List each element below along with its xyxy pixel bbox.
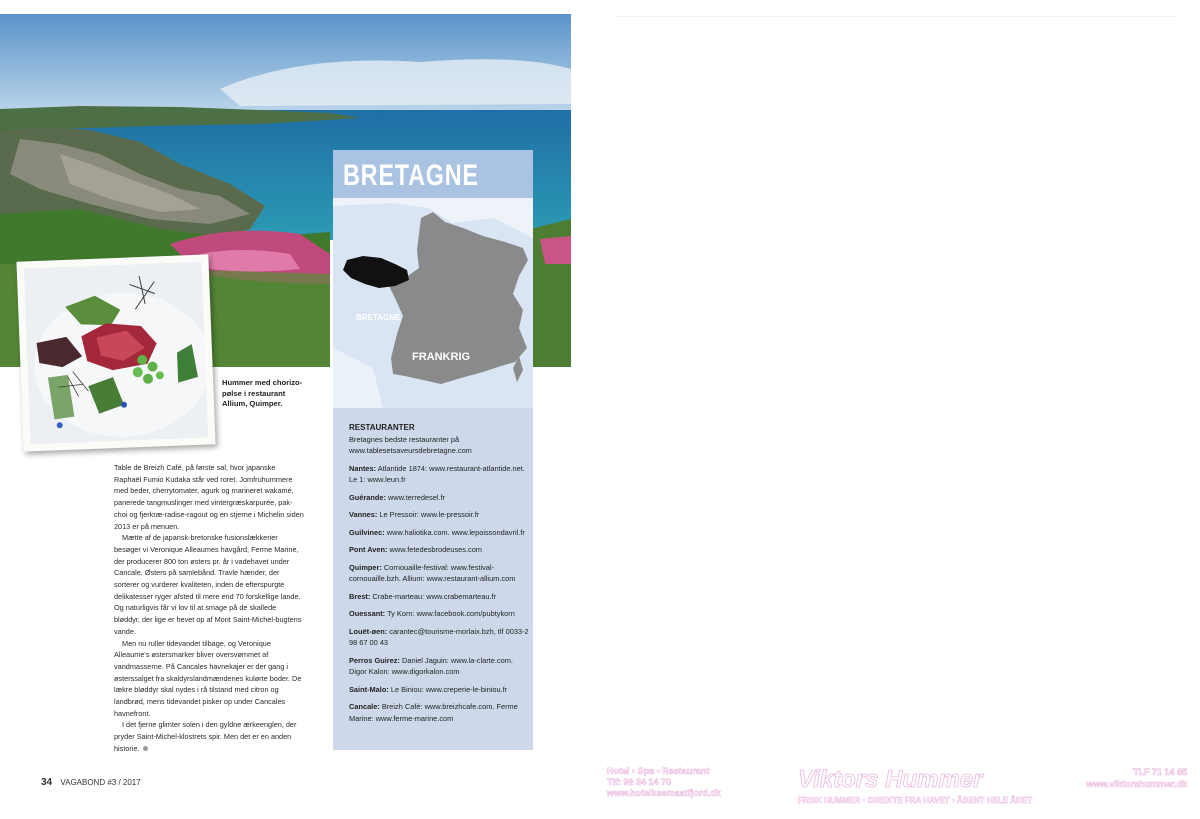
entry-text: Daniel Jaguin: www.la-clarte.com. Digor Kalon: www.digorkalon.com <box>349 655 513 676</box>
faint-ad-hotel <box>607 766 721 799</box>
entry-text: Atlantide 1874: www.restaurant-atlantide.net. Le 1: www.leun.fr <box>349 463 525 484</box>
bretagne-sidebar <box>333 150 533 750</box>
restaurant-entry <box>349 626 529 649</box>
entry-city: Cancale: <box>349 702 380 711</box>
ad-line: www.hotelkeemaatfjord.dk <box>607 788 721 798</box>
entry-text: Cornouaille-festival: www.festival-cornouaille.bzh. Allium: www.restaurant-allium.com <box>349 562 516 583</box>
photo-caption: Hummer med chorizo-pølse i restaurant Allium, Quimper. <box>222 378 303 408</box>
entry-city: Saint-Malo: <box>349 684 389 694</box>
entry-city: Perros Guirez: <box>349 655 400 665</box>
restaurant-list <box>349 422 529 724</box>
restaurant-entry <box>349 544 529 556</box>
entry-text: Breizh Café: www.breizhcafe.com. Ferme Marine: www.ferme-marine.com <box>349 702 518 723</box>
restaurant-entry <box>349 591 529 603</box>
map-region-label: BRETAGNE <box>356 313 401 322</box>
entry-city: Guérande: <box>349 492 386 502</box>
ad-line: TLF 71 14 85 <box>1132 767 1187 777</box>
map-country-label: FRANKRIG <box>412 351 471 363</box>
entry-text: Le Biniou: www.creperie-le-biniou.fr <box>390 684 508 694</box>
restaurant-entry <box>349 655 529 678</box>
entry-text: www.haliotika.com. www.lepoissondavril.fr <box>386 527 525 537</box>
restaurants-intro: Bretagnes bedste restauranter på www.tablesetsaveursdebretagne.com <box>349 434 472 455</box>
ad-line: www.viktorshummer.dk <box>1086 779 1187 789</box>
restaurant-entry <box>349 608 529 620</box>
ad-line: Hotel • Spa • Restaurant <box>607 766 710 776</box>
entry-text: carantec@tourisme-morlaix.bzh, tlf 0033-2 98 67 00 43 <box>349 626 529 647</box>
end-of-article-icon <box>143 746 148 751</box>
entry-text: www.fetedesbrodeuses.com <box>389 545 482 554</box>
france-map <box>333 198 533 408</box>
paragraph: Table de Breizh Café, på første sal, hvor japanske Raphaël Fumio Kudaka står ved roret. Jomfruhummere med beder, cherrytomater, agurk og marineret wakamé, panerede tangmuslinger med vintergræskarpurée, pak-choi og fjerkræ-radise-ragout og en stjerne i Michelin siden 2013 er på menuen. <box>114 463 304 531</box>
restaurant-entry <box>349 684 529 696</box>
paragraph <box>114 719 304 754</box>
paragraph: Mætte af de japansk-bretonske fusionslækkerier besøger vi Veronique Alleaumes havgård, Ferme Marine, der producerer 800 ton østers pr. år i vadehavet under Cancale. Østers på samlebånd. Travle hænder, der sorterer og vurderer kvaliteten, inden de efterspurgte delikatesser ryger afsted til mere end 70 forskellige lande. Og naturligvis får vi lov til at smage på de skallede bløddyr, der lige er hevet op af Mont Saint-Michel-bugtens vande. <box>114 533 302 636</box>
sidebar-title-bar <box>333 150 533 198</box>
entry-city: Brest: <box>349 591 371 601</box>
entry-city: Guilvinec: <box>349 527 385 537</box>
page-number: 34 <box>41 777 53 788</box>
entry-text: Crabe-marteau: www.crabemarteau.fr <box>372 591 497 601</box>
restaurant-entry <box>349 492 529 504</box>
restaurant-entry <box>349 463 529 486</box>
magazine-issue: VAGABOND #3 / 2017 <box>60 778 141 787</box>
faint-divider <box>618 16 1176 17</box>
ad-title: Viktors Hummer <box>798 766 983 793</box>
restaurant-entry <box>349 562 529 585</box>
ad-subtitle: FRISK HUMMER • DIREKTE FRA HAVET • ÅBENT HELE ÅRET <box>798 796 1033 805</box>
faint-ad-contact <box>1052 766 1187 790</box>
restaurant-entry <box>349 701 529 724</box>
restaurants-heading: RESTAURANTER <box>349 423 415 432</box>
entry-text: Le Pressoir: www.le-pressoir.fr <box>379 510 480 519</box>
sidebar-title: BRETAGNE <box>343 159 479 192</box>
entry-city: Ouessant: <box>349 609 386 618</box>
entry-city: Pont Aven: <box>349 545 388 554</box>
food-inset-photo <box>16 254 215 451</box>
entry-text: www.terredesel.fr <box>388 492 446 502</box>
restaurant-entry <box>349 527 529 539</box>
entry-city: Vannes: <box>349 510 378 519</box>
restaurant-entry <box>349 509 529 521</box>
ad-line: Tlf: 98 34 14 70 <box>607 777 672 787</box>
entry-city: Louët-øen: <box>349 626 388 636</box>
paragraph-text: I det fjerne glimter solen i den gyldne ærkeenglen, der pryder Saint-Michel-klostrets spir. Men det er en anden historie. <box>114 720 297 753</box>
entry-text: Ty Korn: www.facebook.com/pubtykorn <box>387 609 515 618</box>
page-footer <box>41 777 141 788</box>
faint-ad-viktors-hummer <box>798 766 1032 805</box>
entry-city: Quimper: <box>349 562 382 572</box>
right-page-blank <box>606 14 1188 756</box>
entry-city: Nantes: <box>349 463 377 473</box>
paragraph: Men nu ruller tidevandet tilbage, og Veronique Alleaume's østersmarker bliver oversvømmet af vandmasserne. På Cancales havnekajer er der gang i østerssalget fra skaldyrslandmændenes kulørte boder. De lækre bløddyr skal nydes i rå tilstand med citron og landbrød, mens tidevandet pisker op under Cancales havnefront. <box>114 638 302 718</box>
article-body <box>114 462 304 755</box>
